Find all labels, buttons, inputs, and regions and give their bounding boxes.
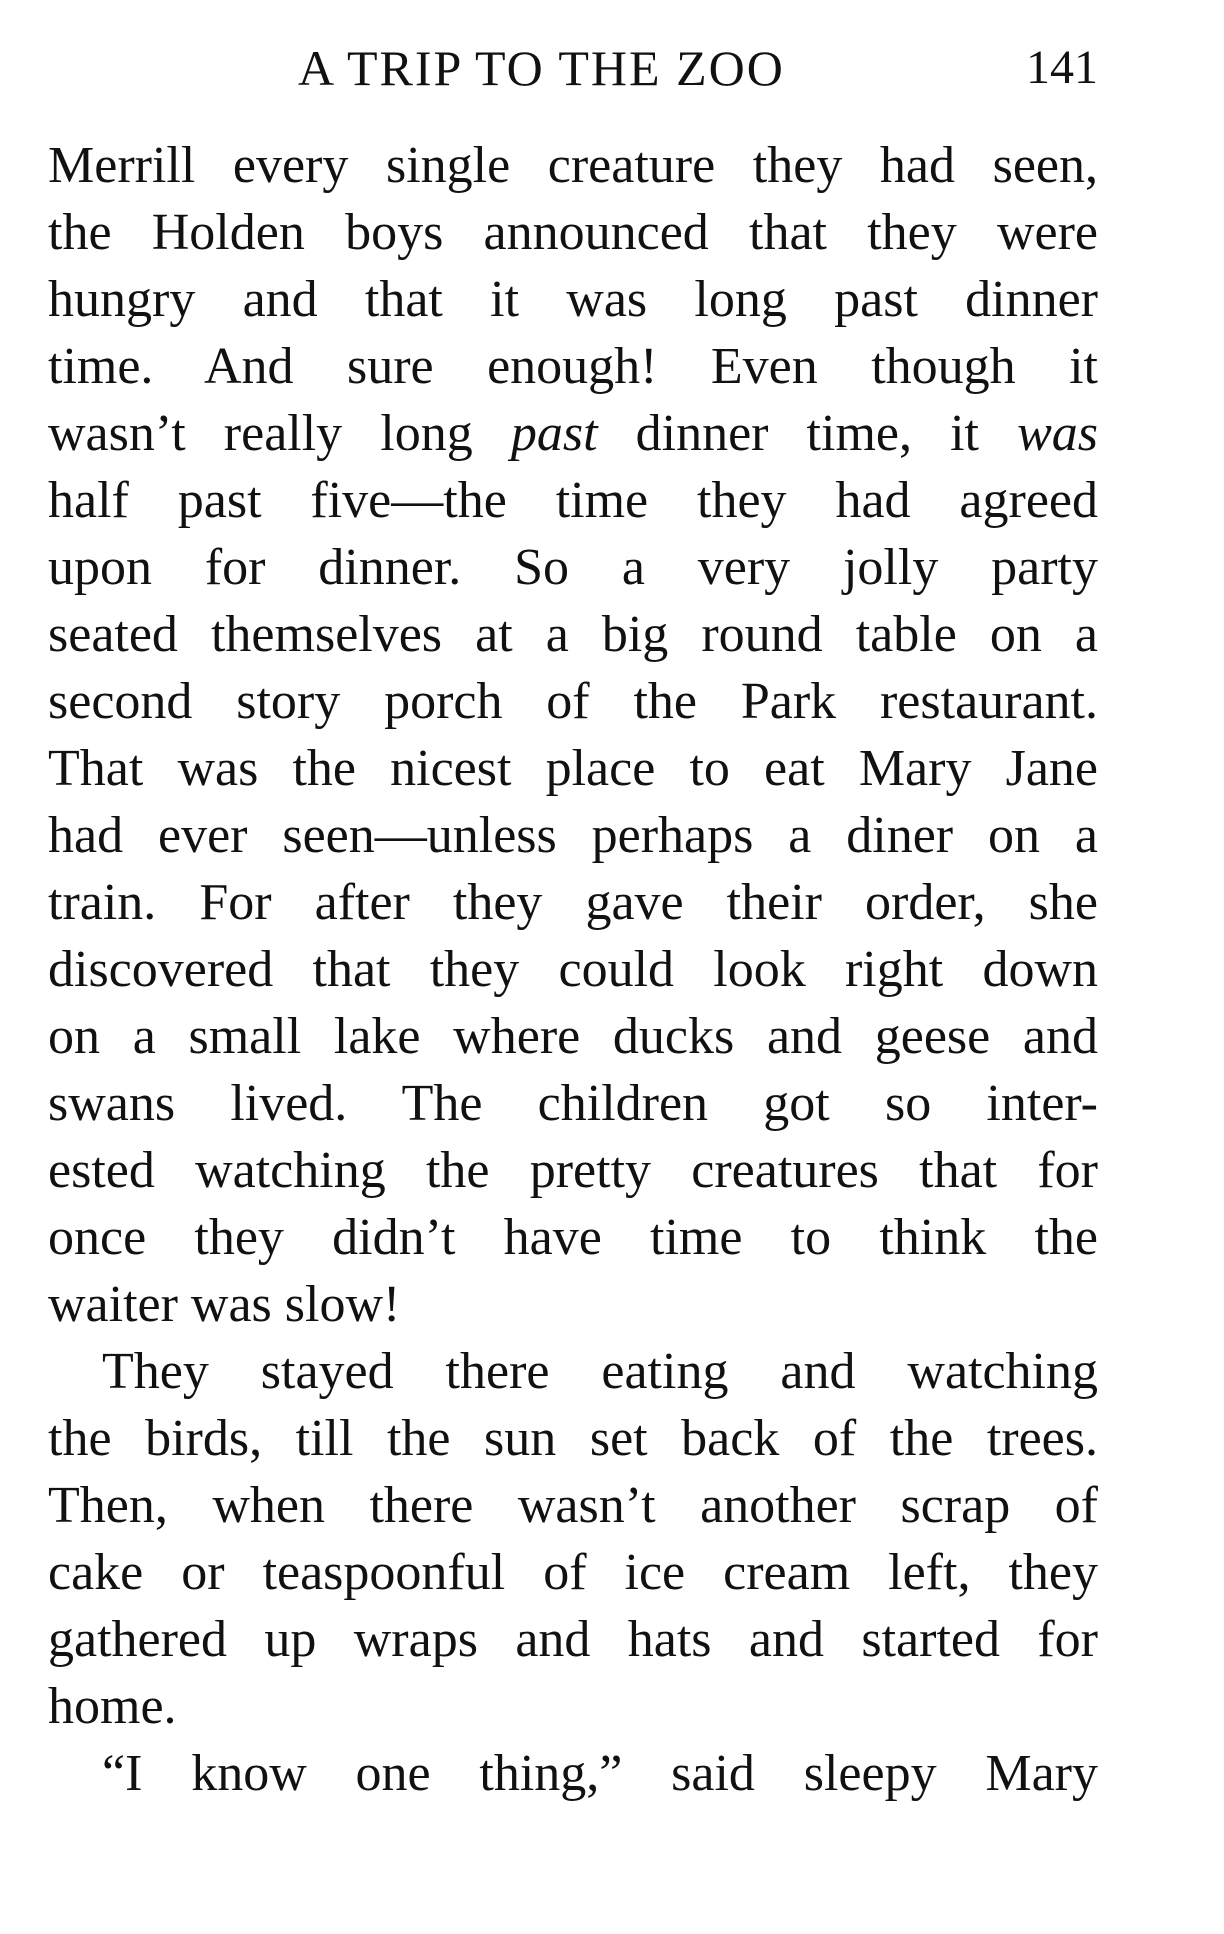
text-line: the Holden boys announced that they were <box>48 204 1098 261</box>
text-line: train. For after they gave their order, she <box>48 874 1098 931</box>
text-segment: wasn’t really long <box>48 405 511 462</box>
text-line: cake or teaspoonful of ice cream left, they <box>48 1544 1098 1601</box>
text-line: swans lived. The children got so inter- <box>48 1075 1098 1132</box>
text-line: Merrill every single creature they had seen, <box>48 137 1098 194</box>
text-line: ested watching the pretty creatures that for <box>48 1142 1098 1199</box>
italic-text: was <box>1017 405 1098 462</box>
text-line: had ever seen—unless perhaps a diner on a <box>48 807 1098 864</box>
text-line: on a small lake where ducks and geese and <box>48 1008 1098 1065</box>
text-line: gathered up wraps and hats and started for <box>48 1611 1098 1668</box>
text-line: That was the nicest place to eat Mary Jane <box>48 740 1098 797</box>
text-line: Then, when there wasn’t another scrap of <box>48 1477 1098 1534</box>
text-line: the birds, till the sun set back of the trees. <box>48 1410 1098 1467</box>
paragraph-end-line: home. <box>48 1678 177 1735</box>
text-line: once they didn’t have time to think the <box>48 1209 1098 1266</box>
text-line: seated themselves at a big round table on a <box>48 606 1098 663</box>
text-line: half past five—the time they had agreed <box>48 472 1098 529</box>
text-line: upon for dinner. So a very jolly party <box>48 539 1098 596</box>
paragraph-start-line: They stayed there eating and watching <box>102 1343 1098 1400</box>
text-line: second story porch of the Park restaurant. <box>48 673 1098 730</box>
italic-text: past <box>510 405 598 462</box>
page-header <box>48 38 1098 98</box>
body-text <box>48 132 1098 1807</box>
text-line: time. And sure enough! Even though it <box>48 338 1098 395</box>
page-number: 141 <box>1026 41 1098 94</box>
text-segment: dinner time, it <box>597 405 1018 462</box>
text-line-with-emphasis <box>48 400 1098 467</box>
running-title: A TRIP TO THE ZOO <box>298 40 785 96</box>
paragraph-start-line: “I know one thing,” said sleepy Mary <box>102 1745 1098 1802</box>
text-line: discovered that they could look right down <box>48 941 1098 998</box>
text-line: hungry and that it was long past dinner <box>48 271 1098 328</box>
paragraph-end-line: waiter was slow! <box>48 1276 401 1333</box>
